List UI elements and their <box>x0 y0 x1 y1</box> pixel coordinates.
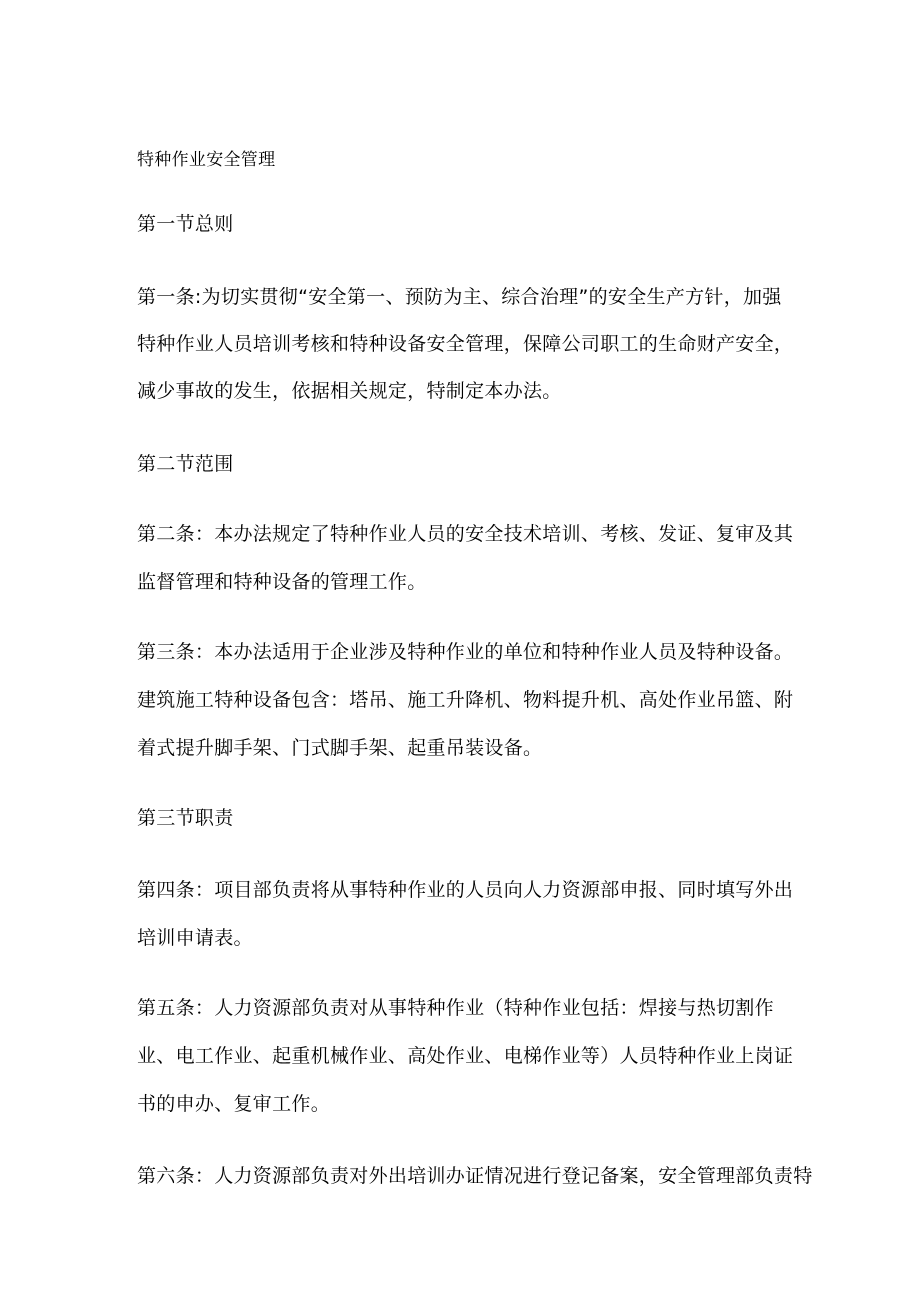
article-5-line-3: 书的申办、复审工作。 <box>137 1093 331 1115</box>
article-3-line-1: 第三条：本办法适用于企业涉及特种作业的单位和特种作业人员及特种设备。 <box>137 641 794 663</box>
article-3-line-3: 着式提升脚手架、门式脚手架、起重吊装设备。 <box>137 737 543 759</box>
section-heading-duties: 第三节职责 <box>137 807 234 829</box>
article-6-line-1: 第六条：人力资源部负责对外出培训办证情况进行登记备案，安全管理部负责特 <box>137 1165 813 1187</box>
article-4-line-1: 第四条：项目部负责将从事特种作业的人员向人力资源部申报、同时填写外出 <box>137 879 794 901</box>
article-5-line-2: 业、电工作业、起重机械作业、高处作业、电梯作业等）人员特种作业上岗证 <box>137 1045 794 1067</box>
article-1-line-3: 减少事故的发生，依据相关规定，特制定本办法。 <box>137 380 562 402</box>
article-4-line-2: 培训申请表。 <box>137 927 253 949</box>
article-1-line-1: 第一条:为切实贯彻“安全第一、预防为主、综合治理”的安全生产方针，加强 <box>137 286 782 308</box>
section-heading-scope: 第二节范围 <box>137 453 234 475</box>
section-heading-general: 第一节总则 <box>137 213 234 235</box>
article-5-line-1: 第五条：人力资源部负责对从事特种作业（特种作业包括：焊接与热切割作 <box>137 997 774 1019</box>
document-title: 特种作业安全管理 <box>137 150 276 170</box>
article-2-line-2: 监督管理和特种设备的管理工作。 <box>137 571 427 593</box>
article-2-line-1: 第二条：本办法规定了特种作业人员的安全技术培训、考核、发证、复审及其 <box>137 523 794 545</box>
article-3-line-2: 建筑施工特种设备包含：塔吊、施工升降机、物料提升机、高处作业吊篮、附 <box>137 689 794 711</box>
article-1-line-2: 特种作业人员培训考核和特种设备安全管理，保障公司职工的生命财产安全， <box>137 333 794 355</box>
